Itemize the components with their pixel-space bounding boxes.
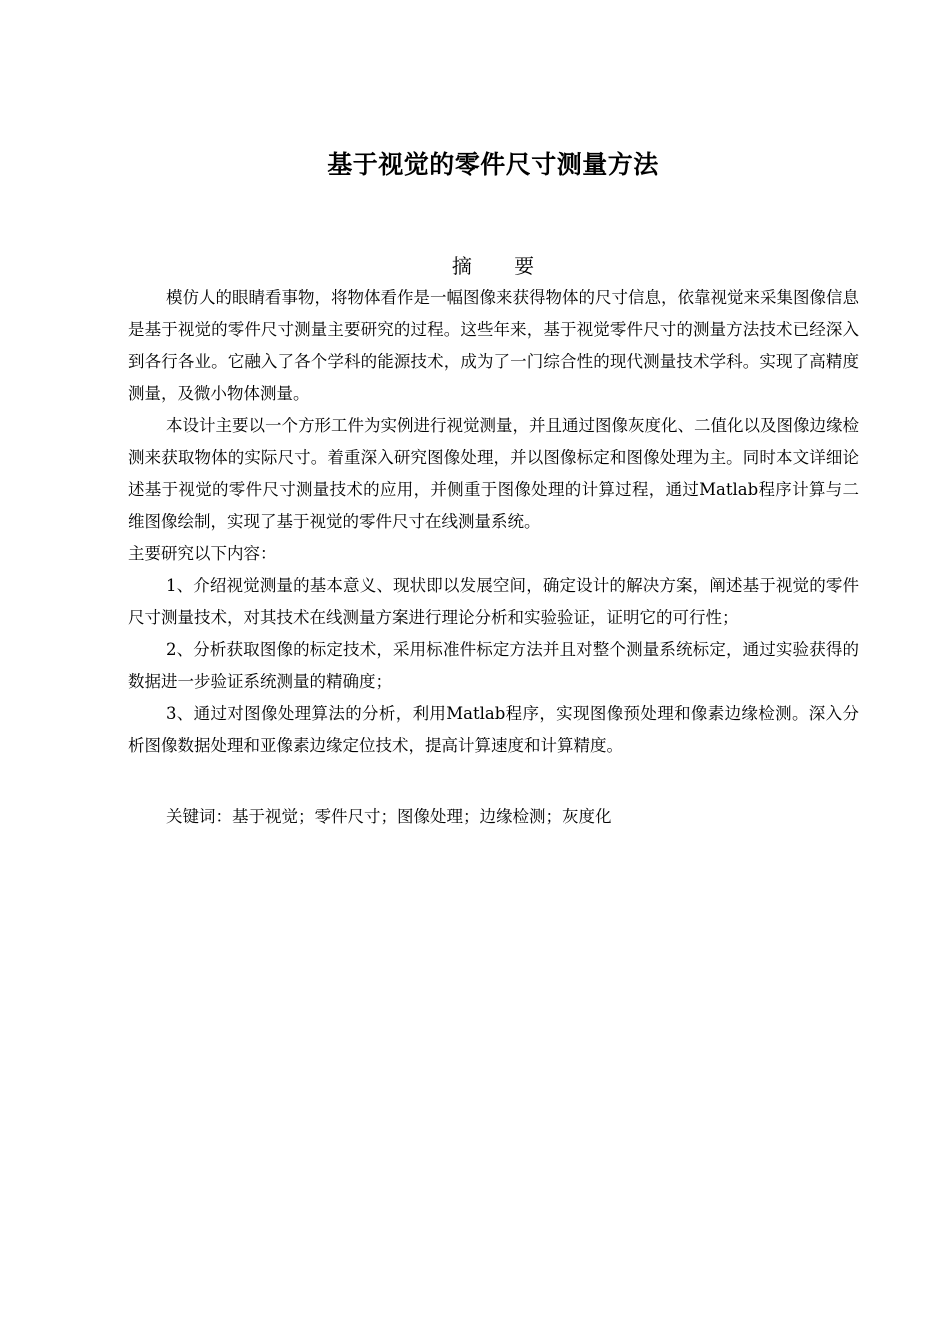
keywords-label: 关键词： bbox=[166, 807, 232, 826]
research-item-1: 1、介绍视觉测量的基本意义、现状即以发展空间，确定设计的解决方案，阐述基于视觉的零件尺寸测量技术，对其技术在线测量方案进行理论分析和实验验证，证明它的可行性； bbox=[128, 576, 859, 627]
abstract-paragraph-2: 本设计主要以一个方形工件为实例进行视觉测量，并且通过图像灰度化、二值化以及图像边缘检测来获取物体的实际尺寸。着重深入研究图像处理，并以图像标定和图像处理为主。同时本文详细论述基于视觉的零件尺寸测量技术的应用，并侧重于图像处理的计算过程，通过Matlab程序计算与二维图像绘制，实现了基于视觉的零件尺寸在线测量系统。 bbox=[128, 416, 859, 531]
abstract-body bbox=[128, 282, 859, 762]
keywords-list: 基于视觉；零件尺寸；图像处理；边缘检测；灰度化 bbox=[232, 807, 612, 826]
abstract-paragraph-1: 模仿人的眼睛看事物，将物体看作是一幅图像来获得物体的尺寸信息，依靠视觉来采集图像信息是基于视觉的零件尺寸测量主要研究的过程。这些年来，基于视觉零件尺寸的测量方法技术已经深入到各行各业。它融入了各个学科的能源技术，成为了一门综合性的现代测量技术学科。实现了高精度测量，及微小物体测量。 bbox=[128, 288, 859, 403]
research-item-3: 3、通过对图像处理算法的分析，利用Matlab程序，实现图像预处理和像素边缘检测。深入分析图像数据处理和亚像素边缘定位技术，提高计算速度和计算精度。 bbox=[128, 704, 859, 755]
keywords-line bbox=[166, 802, 866, 832]
research-intro: 主要研究以下内容： bbox=[128, 544, 277, 563]
abstract-heading: 摘 要 bbox=[451, 254, 535, 278]
research-item-2: 2、分析获取图像的标定技术，采用标准件标定方法并且对整个测量系统标定，通过实验获得的数据进一步验证系统测量的精确度； bbox=[128, 640, 859, 691]
document-title: 基于视觉的零件尺寸测量方法 bbox=[327, 150, 659, 179]
